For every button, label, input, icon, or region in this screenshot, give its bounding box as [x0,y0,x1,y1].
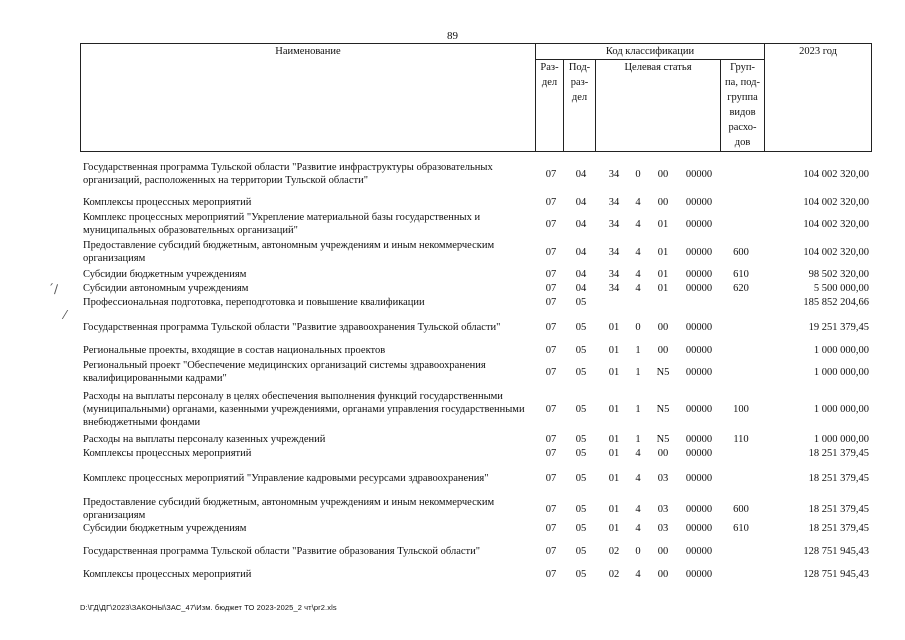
table-row [80,297,871,308]
row-podrazdel: 05 [575,434,587,445]
row-prog: 02 [608,568,620,580]
row-name: Субсидии автономным учреждениям [83,283,249,294]
table-row [80,197,871,208]
row-razdel: 07 [545,246,557,258]
row-sum: 104 002 320,00 [803,168,869,180]
row-sum: 19 251 379,45 [808,321,869,333]
row-prog: 01 [608,523,620,534]
header-vid: Груп- па, под- группа видов расхо- дов [721,60,765,152]
row-subprog: 1 [635,366,641,378]
row-subprog: 4 [635,568,641,580]
table-row [80,345,871,356]
row-razdel: 07 [545,168,557,180]
row-name: Государственная программа Тульской области "Развитие инфраструктуры образовательных организаций, расположенных на территории Тульской области" [83,162,493,186]
row-name: Региональный проект "Обеспечение медицинских организаций системы здравоохранения квалифицированными кадрами" [83,360,486,384]
row-name: Комплексы процессных мероприятий [83,448,252,459]
table-row [80,448,871,459]
row-razdel: 07 [545,448,557,459]
row-sum: 1 000 000,00 [813,434,869,445]
row-dir: 03 [657,472,669,484]
header-name: Наименование [81,44,536,152]
table-row [80,269,871,280]
row-podrazdel: 05 [575,297,587,308]
row-code: 00000 [685,403,713,415]
row-razdel: 07 [545,218,557,230]
row-subprog: 4 [635,269,641,280]
row-vid [721,212,761,236]
table-row [80,567,871,581]
row-dir: N5 [656,434,670,445]
row-razdel: 07 [545,366,557,378]
row-vid: 620 [733,283,749,294]
row-razdel: 07 [545,434,557,445]
row-subprog: 1 [635,403,641,415]
row-vid: 100 [733,403,749,415]
table-row [80,471,871,485]
row-razdel: 07 [545,523,557,534]
row-razdel: 07 [545,297,557,308]
row-code: 00000 [685,246,713,258]
row-name: Профессиональная подготовка, переподготовка и повышение квалификации [83,297,425,308]
row-prog: 02 [608,545,620,557]
row-sum: 18 251 379,45 [808,472,869,484]
row-dir: 01 [657,218,669,230]
row-vid [721,544,761,558]
row-sum: 18 251 379,45 [808,523,869,534]
row-prog [598,297,630,308]
row-dir: N5 [656,403,670,415]
row-vid: 610 [733,523,749,534]
table-row [80,360,871,384]
row-dir: 01 [657,283,669,294]
row-subprog: 4 [635,246,641,258]
row-code: 00000 [685,321,713,333]
row-prog: 01 [608,321,620,333]
row-razdel: 07 [545,321,557,333]
row-vid [721,567,761,581]
row-code: 00000 [685,168,713,180]
row-code: 00000 [685,545,713,557]
row-prog: 34 [608,197,620,208]
row-vid: 600 [733,246,749,258]
row-sum: 104 002 320,00 [803,218,869,230]
row-prog: 01 [608,472,620,484]
row-podrazdel: 05 [575,545,587,557]
row-vid: 600 [733,503,749,515]
row-prog: 34 [608,218,620,230]
row-razdel: 07 [545,403,557,415]
row-subprog: 4 [635,503,641,515]
row-subprog: 4 [635,472,641,484]
table-row [80,390,871,428]
row-name: Комплекс процессных мероприятий "Управление кадровыми ресурсами здравоохранения" [83,472,489,484]
row-podrazdel: 05 [575,448,587,459]
row-dir: 00 [657,545,669,557]
row-prog: 34 [608,269,620,280]
row-subprog: 0 [635,168,641,180]
table-header [80,43,872,152]
row-podrazdel: 05 [575,403,587,415]
row-code: 00000 [685,283,713,294]
table-row [80,497,871,521]
row-subprog: 4 [635,197,641,208]
row-sum: 104 002 320,00 [803,197,869,208]
row-dir: 03 [657,523,669,534]
table-row [80,162,871,186]
row-code: 00000 [685,197,713,208]
row-sum: 18 251 379,45 [808,448,869,459]
page-number: 89 [447,30,458,42]
row-prog: 34 [608,246,620,258]
row-podrazdel: 04 [575,197,587,208]
row-vid [721,297,761,308]
table-row [80,212,871,236]
row-razdel: 07 [545,503,557,515]
row-podrazdel: 04 [575,168,587,180]
header-podrazdel: Под- раз- дел [564,60,596,152]
row-name: Субсидии бюджетным учреждениям [83,269,247,280]
row-razdel: 07 [545,283,557,294]
row-podrazdel: 04 [575,283,587,294]
row-sum: 1 000 000,00 [813,345,869,356]
row-code: 00000 [685,503,713,515]
table-row [80,315,871,339]
row-vid: 110 [733,434,749,445]
row-podrazdel: 04 [575,218,587,230]
row-vid [721,162,761,186]
table-row [80,434,871,445]
row-name: Предоставление субсидий бюджетным, автономным учреждениям и иным некоммерческим организациям [83,497,495,521]
row-code: 00000 [685,434,713,445]
row-code: 00000 [685,366,713,378]
row-prog: 01 [608,503,620,515]
row-sum: 1 000 000,00 [813,403,869,415]
row-vid [721,471,761,485]
row-vid [721,360,761,384]
row-razdel: 07 [545,197,557,208]
file-path: D:\ГД\ДГ\2023\ЗАКОНЫ\ЗАС_47\Изм. бюджет ТО 2023-2025_2 чт\pr2.xls [80,603,337,612]
pen-mark: ´∕ [48,282,59,296]
row-name: Комплексы процессных мероприятий [83,197,252,208]
row-subprog: 0 [635,321,641,333]
row-vid: 610 [733,269,749,280]
row-sum: 98 502 320,00 [808,269,869,280]
row-vid [721,345,761,356]
table-row [80,523,871,534]
row-code: 00000 [685,568,713,580]
row-prog: 01 [608,403,620,415]
row-vid [721,448,761,459]
row-podrazdel: 05 [575,523,587,534]
row-razdel: 07 [545,568,557,580]
header-target: Целевая статья [596,60,721,152]
row-dir: 00 [657,448,669,459]
row-subprog: 4 [635,523,641,534]
row-code: 00000 [685,218,713,230]
row-podrazdel: 04 [575,246,587,258]
row-dir: 03 [657,503,669,515]
row-code: 00000 [685,345,713,356]
row-podrazdel: 05 [575,345,587,356]
row-dir [648,297,678,308]
row-code: 00000 [685,269,713,280]
row-podrazdel: 05 [575,472,587,484]
row-vid [721,315,761,339]
row-dir: 00 [657,345,669,356]
row-name: Государственная программа Тульской области "Развитие образования Тульской области" [83,545,481,557]
row-podrazdel: 04 [575,269,587,280]
row-dir: 00 [657,568,669,580]
row-sum: 104 002 320,00 [803,246,869,258]
row-code: 00000 [685,472,713,484]
row-sum: 1 000 000,00 [813,366,869,378]
row-vid [721,197,761,208]
row-name: Расходы на выплаты персоналу в целях обеспечения выполнения функций государственными (муниципальными) органами, казенными учреждениями, органами управления государственными внебюджетными фондами [83,390,525,428]
row-subprog: 0 [635,545,641,557]
row-prog: 34 [608,283,620,294]
row-name: Региональные проекты, входящие в состав национальных проектов [83,345,386,356]
row-dir: 01 [657,246,669,258]
row-name: Комплекс процессных мероприятий "Укрепление материальной базы государственных и муниципальных образовательных организаций" [83,212,481,236]
row-prog: 01 [608,345,620,356]
row-name: Субсидии бюджетным учреждениям [83,523,247,534]
row-sum: 185 852 204,66 [803,297,869,308]
row-subprog [629,297,647,308]
row-sum: 18 251 379,45 [808,503,869,515]
row-dir: N5 [656,366,670,378]
row-dir: 01 [657,269,669,280]
row-code [678,297,720,308]
row-razdel: 07 [545,545,557,557]
row-dir: 00 [657,197,669,208]
row-prog: 01 [608,366,620,378]
row-name: Предоставление субсидий бюджетным, автономным учреждениям и иным некоммерческим организациям [83,240,495,264]
header-year: 2023 год [765,44,872,152]
row-name: Комплексы процессных мероприятий [83,568,252,580]
row-name: Расходы на выплаты персоналу казенных учреждений [83,434,326,445]
table-row [80,240,871,264]
row-razdel: 07 [545,269,557,280]
row-subprog: 4 [635,218,641,230]
row-subprog: 1 [635,345,641,356]
row-prog: 01 [608,448,620,459]
row-razdel: 07 [545,472,557,484]
row-name: Государственная программа Тульской области "Развитие здравоохранения Тульской области" [83,321,501,333]
row-subprog: 1 [635,434,641,445]
header-razdel: Раз- дел [536,60,564,152]
table-row [80,283,871,294]
row-podrazdel: 05 [575,366,587,378]
row-dir: 00 [657,321,669,333]
row-prog: 01 [608,434,620,445]
row-prog: 34 [608,168,620,180]
row-podrazdel: 05 [575,503,587,515]
header-classification: Код классификации [536,44,765,60]
row-subprog: 4 [635,448,641,459]
table-row [80,544,871,558]
row-code: 00000 [685,523,713,534]
row-sum: 128 751 945,43 [803,568,869,580]
row-dir: 00 [657,168,669,180]
pen-mark: ⁄ [64,308,67,322]
row-sum: 128 751 945,43 [803,545,869,557]
row-podrazdel: 05 [575,568,587,580]
row-code: 00000 [685,448,713,459]
row-sum: 5 500 000,00 [813,283,869,294]
row-subprog: 4 [635,283,641,294]
row-podrazdel: 05 [575,321,587,333]
row-razdel: 07 [545,345,557,356]
